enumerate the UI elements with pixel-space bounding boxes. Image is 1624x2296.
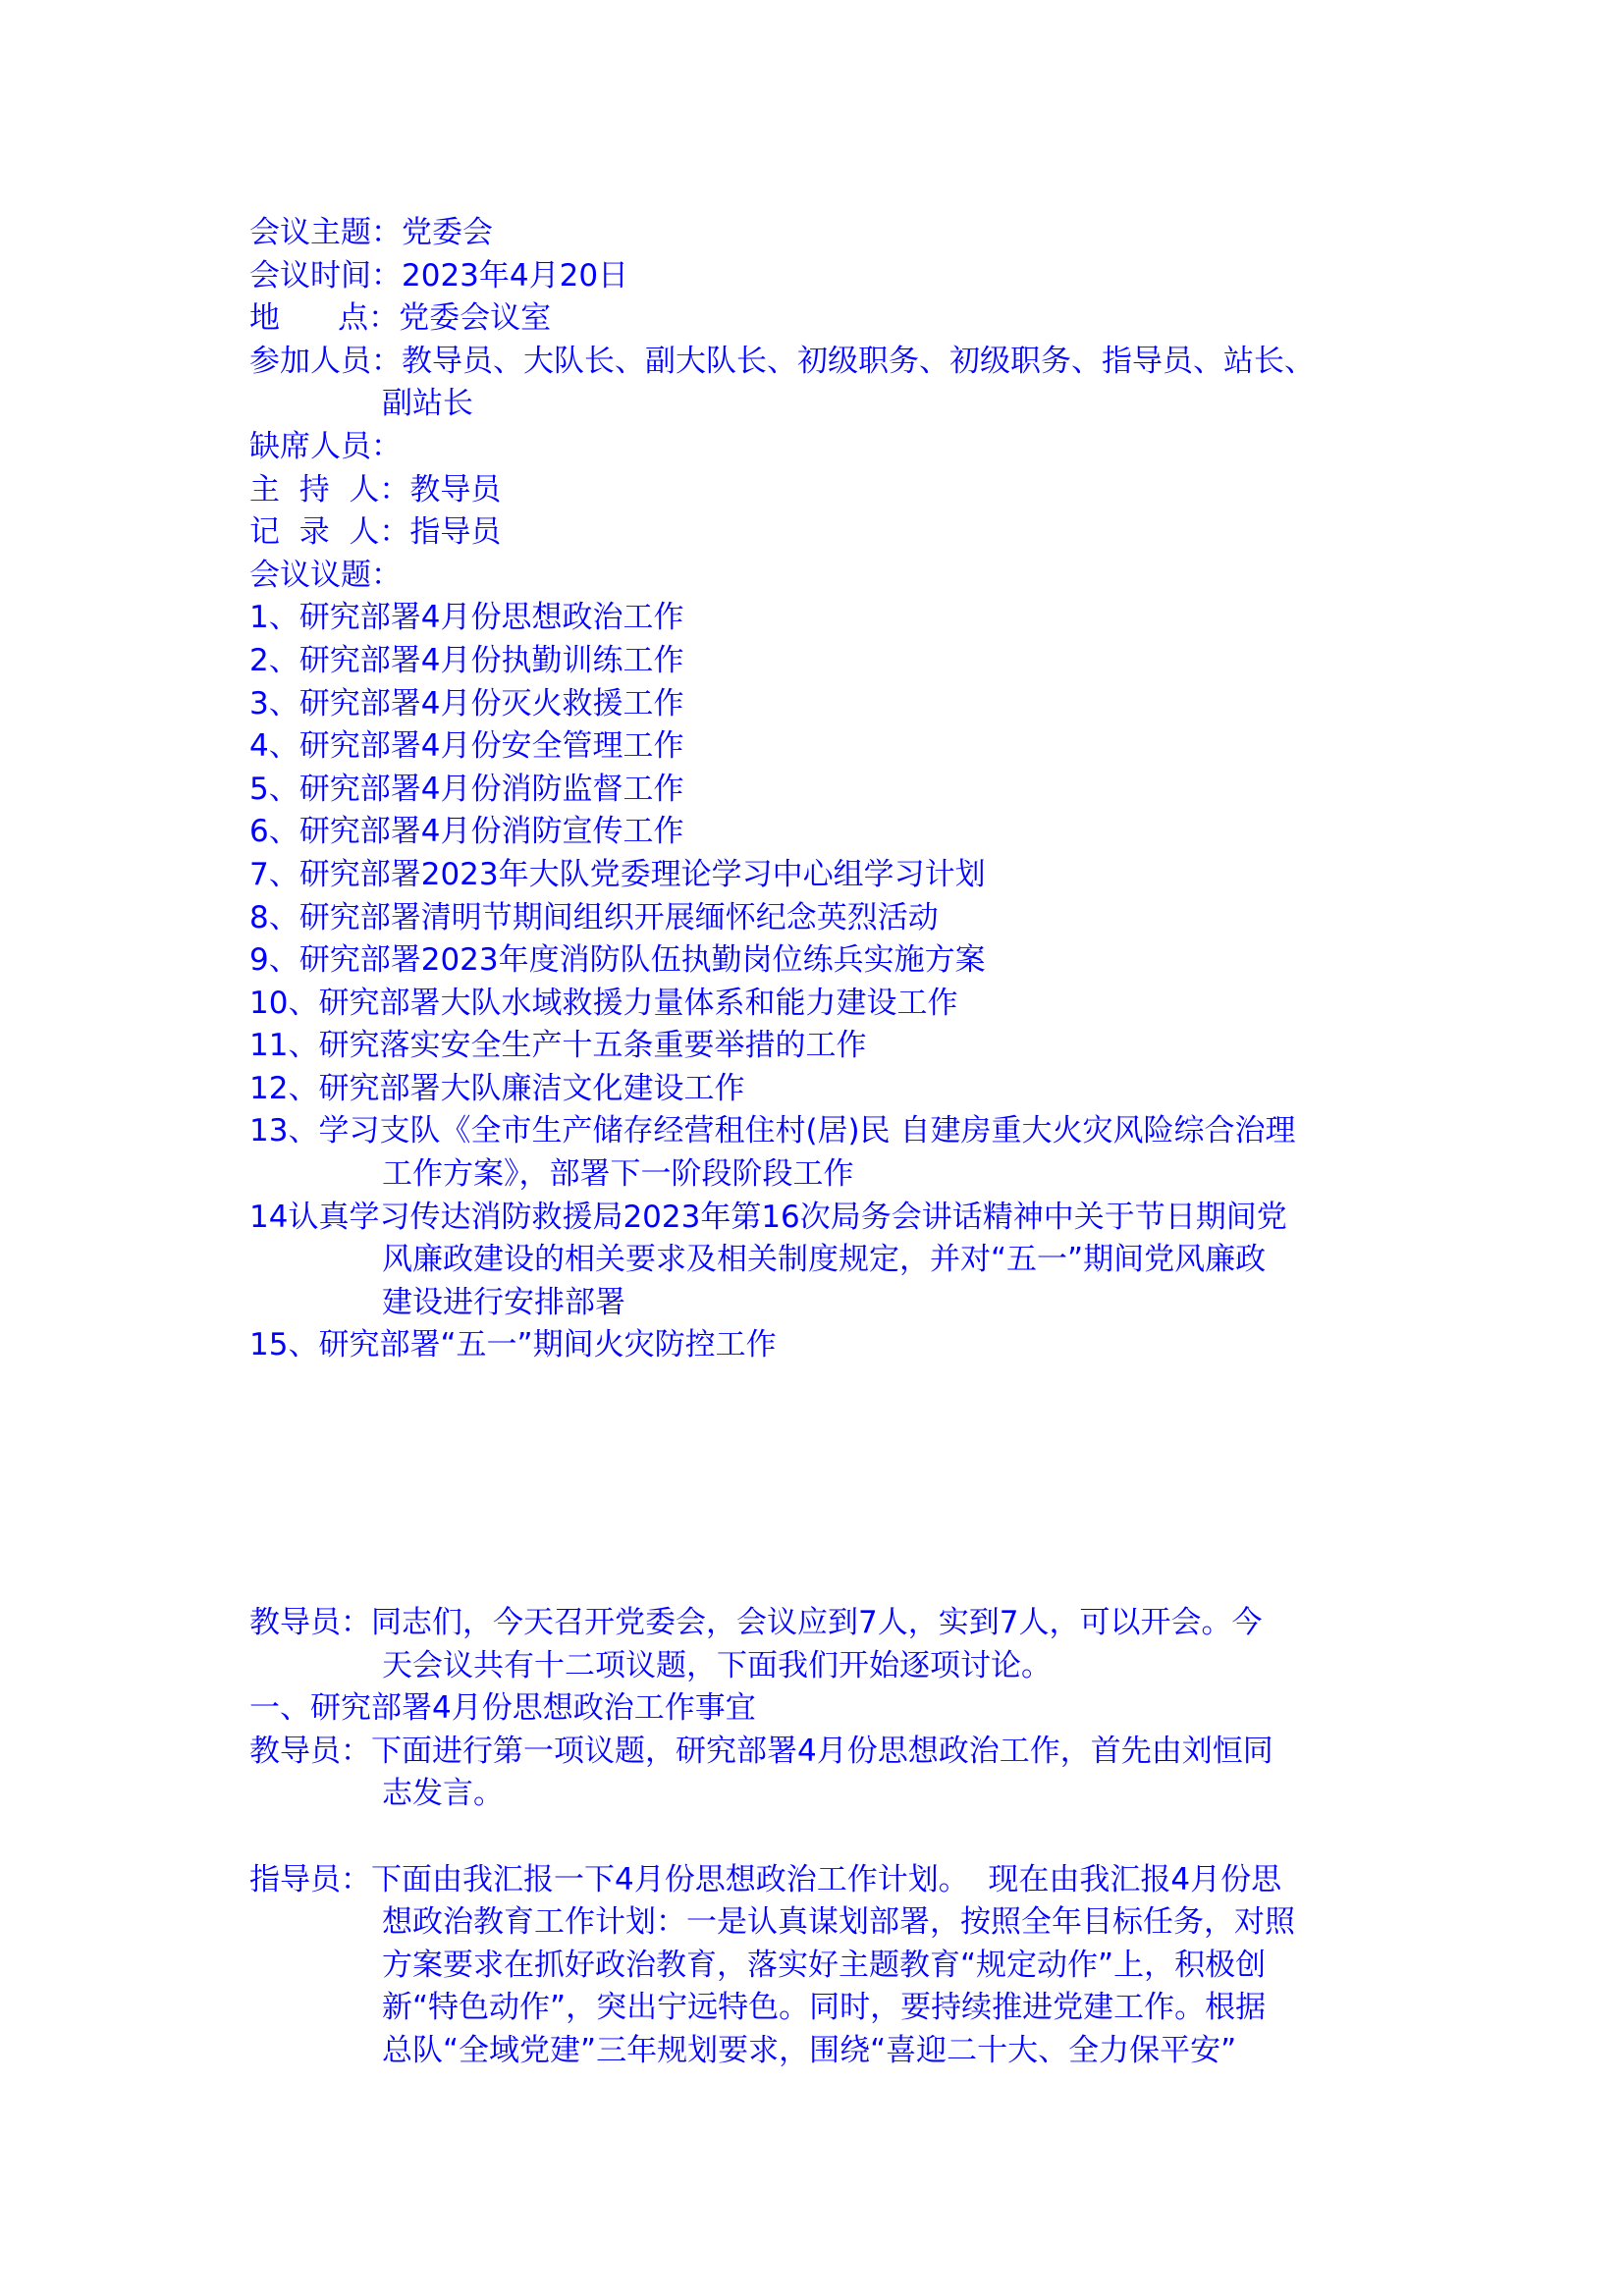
agenda-item: 10、研究部署大队水域救援力量体系和能力建设工作 xyxy=(249,985,958,1021)
paragraph-gap xyxy=(249,1816,1428,1859)
agenda-item: 4、研究部署4月份安全管理工作 xyxy=(249,728,684,765)
host-remarks-cont: 志发言。 xyxy=(382,1776,504,1812)
agenda-item: 5、研究部署4月份消防监督工作 xyxy=(249,771,684,807)
opening-remarks-cont: 天会议共有十二项议题，下面我们开始逐项讨论。 xyxy=(382,1647,1052,1683)
agenda-item-15: 15、研究部署“五一”期间火灾防控工作 xyxy=(249,1327,777,1363)
agenda-item-13: 13、学习支队《全市生产储存经营租住村(居)民 自建房重大火灾风险综合治理 xyxy=(249,1113,1296,1149)
agenda-item-14-cont: 风廉政建设的相关要求及相关制度规定，并对“五一”期间党风廉政 xyxy=(382,1242,1267,1278)
agenda-item-14-cont: 建设进行安排部署 xyxy=(382,1284,625,1320)
report-remarks-cont: 总队“全域党建”三年规划要求，围绕“喜迎二十大、全力保平安” xyxy=(382,2032,1237,2068)
agenda-item: 11、研究落实安全生产十五条重要举措的工作 xyxy=(249,1028,867,1064)
meeting-time: 会议时间：2023年4月20日 xyxy=(249,257,629,294)
meeting-info xyxy=(249,212,1428,1367)
agenda-item: 3、研究部署4月份灭火救援工作 xyxy=(249,685,684,721)
meeting-attendees-cont: 副站长 xyxy=(382,386,473,422)
report-remarks-cont: 方案要求在抓好政治教育，落实好主题教育“规定动作”上，积极创 xyxy=(382,1947,1267,1983)
report-remarks-cont: 想政治教育工作计划：一是认真谋划部署，按照全年目标任务，对照 xyxy=(382,1904,1295,1941)
meeting-host: 主 持 人：教导员 xyxy=(249,471,502,507)
agenda-item: 1、研究部署4月份思想政治工作 xyxy=(249,600,684,636)
meeting-absent: 缺席人员： xyxy=(249,428,402,464)
agenda-item: 9、研究部署2023年度消防队伍执勤岗位练兵实施方案 xyxy=(249,942,986,979)
agenda-item-14: 14认真学习传达消防救援局2023年第16次局务会讲话精神中关于节日期间党 xyxy=(249,1199,1287,1235)
agenda-item: 6、研究部署4月份消防宣传工作 xyxy=(249,814,684,850)
section-title: 一、研究部署4月份思想政治工作事宜 xyxy=(249,1690,756,1727)
meeting-discussion xyxy=(249,1602,1428,2073)
meeting-place: 地 点：党委会议室 xyxy=(249,300,552,337)
report-remarks-cont: 新“特色动作”，突出宁远特色。同时，要持续推进党建工作。根据 xyxy=(382,1990,1267,2026)
opening-remarks: 教导员：同志们，今天召开党委会，会议应到7人，实到7人，可以开会。今 xyxy=(249,1605,1263,1640)
agenda-item: 8、研究部署清明节期间组织开展缅怀纪念英烈活动 xyxy=(249,899,939,935)
report-remarks: 指导员：下面由我汇报一下4月份思想政治工作计划。 现在由我汇报4月份思 xyxy=(249,1861,1282,1897)
agenda-heading: 会议议题： xyxy=(249,557,402,593)
agenda-item: 7、研究部署2023年大队党委理论学习中心组学习计划 xyxy=(249,856,986,892)
meeting-topic: 会议主题：党委会 xyxy=(249,215,493,250)
meeting-recorder: 记 录 人：指导员 xyxy=(249,514,502,551)
agenda-item-13-cont: 工作方案》，部署下一阶段阶段工作 xyxy=(382,1156,854,1193)
meeting-attendees: 参加人员：教导员、大队长、副大队长、初级职务、初级职务、指导员、站长、 xyxy=(249,343,1315,379)
agenda-item: 12、研究部署大队廉洁文化建设工作 xyxy=(249,1070,745,1106)
host-remarks: 教导员：下面进行第一项议题，研究部署4月份思想政治工作，首先由刘恒同 xyxy=(249,1733,1273,1769)
agenda-item: 2、研究部署4月份执勤训练工作 xyxy=(249,642,684,678)
